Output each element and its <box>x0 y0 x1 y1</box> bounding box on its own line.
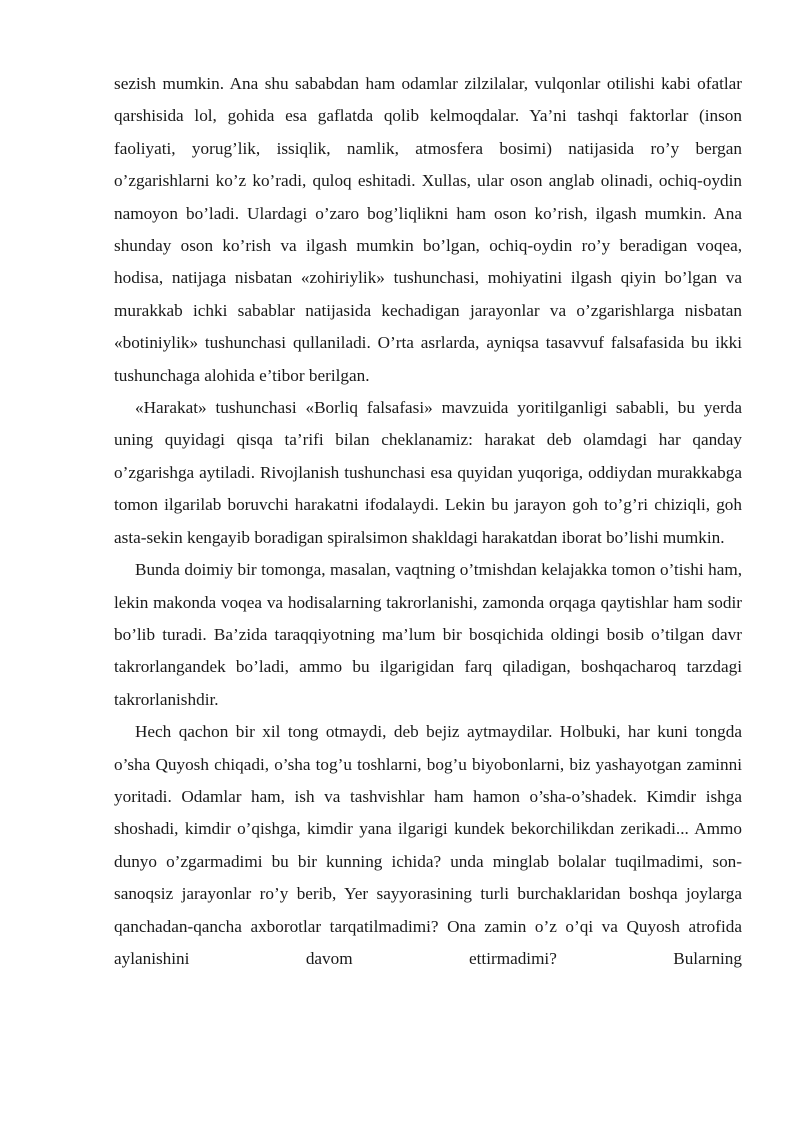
paragraph-continued: sezish mumkin. Ana shu sababdan ham odamlar zilzilalar, vulqonlar otilishi kabi ofatlar qarshisida lol, gohida esa gaflatda qolib kelmoqdalar. Ya’ni tashqi faktorlar (inson faoliyati, yorug’lik, issiqlik, namlik, atmosfera bosimi) natijasida ro’y bergan o’zgarishlarni ko’z ko’radi, quloq eshitadi. Xullas, ular oson anglab olinadi, ochiq-oydin namoyon bo’ladi. Ulardagi o’zaro bog’liqlikni ham oson ko’rish, ilgash mumkin. Ana shunday oson ko’rish va ilgash mumkin bo’lgan, ochiq-oydin ro’y beradigan voqea, hodisa, natijaga nisbatan «zohiriylik» tushunchasi, mohiyatini ilgash qiyin bo’lgan va murakkab ichki sabablar natijasida kechadigan jarayonlar va o’zgarishlarga nisbatan «botiniylik» tushunchasi qullaniladi. O’rta asrlarda, ayniqsa tasavvuf falsafasida bu ikki tushunchaga alohida e’tibor berilgan. <box>114 74 742 385</box>
paragraph-hech-qachon: Hech qachon bir xil tong otmaydi, deb bejiz aytmaydilar. Holbuki, har kuni tongda o’sha Quyosh chiqadi, o’sha tog’u toshlarni, bog’u biyobonlarni, biz yashayotgan zaminni yoritadi. Odamlar ham, ish va tashvishlar ham hamon o’sha-o’shadek. Kimdir ishga shoshadi, kimdir o’qishga, kimdir yana ilgarigi kundek bekorchilikdan zerikadi... Ammo dunyo o’zgarmadimi bu bir kunning ichida? unda minglab bolalar tuqilmadimi, son-sanoqsiz jarayonlar ro’y berib, Yer sayyorasining turli burchaklaridan boshqa joylarga qanchadan-qancha axborotlar tarqatilmadimi? Ona zamin o’z o’qi va Quyosh atrofida aylanishini davom ettirmadimi? Bularning <box>114 722 742 968</box>
document-page <box>114 68 742 975</box>
paragraph-bunda: Bunda doimiy bir tomonga, masalan, vaqtning o’tmishdan kelajakka tomon o’tishi ham, lekin makonda voqea va hodisalarning takrorlanishi, zamonda orqaga qaytishlar ham sodir bo’lib turadi. Ba’zida taraqqiyotning ma’lum bir bosqichida oldingi bosib o’tilgan davr takrorlangandek bo’ladi, ammo bu ilgarigidan farq qiladigan, boshqacharoq tarzdagi takrorlanishdir. <box>114 560 742 709</box>
paragraph-harakat: «Harakat» tushunchasi «Borliq falsafasi» mavzuida yoritilganligi sababli, bu yerda uning quyidagi qisqa ta’rifi bilan cheklanamiz: harakat deb olamdagi har qanday o’zgarishga aytiladi. Rivojlanish tushunchasi esa quyidan yuqoriga, oddiydan murakkabga tomon ilgarilab boruvchi harakatni ifodalaydi. Lekin bu jarayon goh to’g’ri chiziqli, goh asta-sekin kengayib boradigan spiralsimon shakldagi harakatdan iborat bo’lishi mumkin. <box>114 398 742 547</box>
